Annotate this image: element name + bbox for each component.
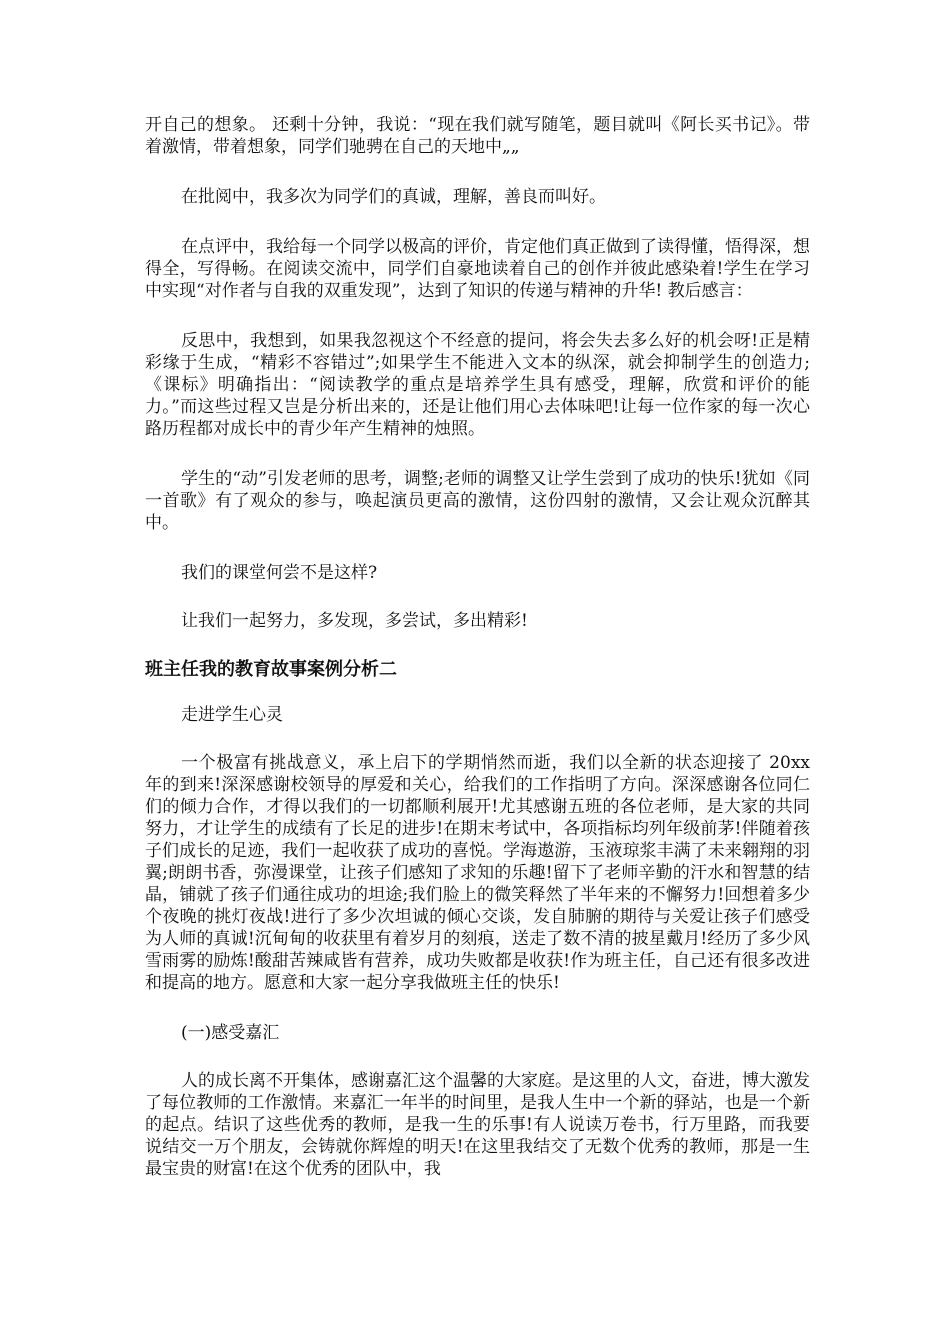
subsection-title: (一)感受嘉汇 — [181, 1023, 280, 1043]
paragraph-intro: 一个极富有挑战意义，承上启下的学期悄然而逝，我们以全新的状态迎接了 20xx 年的到来!深深感谢校领导的厚爱和关心，给我们的工作指明了方向。深深感谢各位同仁们的倾力合作，才得以我们的一切都顺利展开!尤其感谢五班的各位老师，是大家的共同努力，才让学生的成绩有了长足的进步!在期末考试中，各项指标均列年级前茅!伴随着孩子们成长的足迹，我们一起收获了成功的喜悦。学海遨游，玉液琼浆丰满了未来翱翔的羽翼;朗朗书香，弥漫课堂，让孩子们感知了求知的乐趣!留下了老师辛勤的汗水和智慧的结晶，铺就了孩子们通往成功的坦途;我们脸上的微笑释然了半年来的不懈努力!回想着多少个夜晚的挑灯夜战!进行了多少次坦诚的倾心交谈，发自肺腑的期待与关爱让孩子们感受为人师的真诚!沉甸甸的收获里有着岁月的刻痕，送走了数不清的披星戴月!经历了多少风雪雨雾的励炼!酸甜苦辣咸皆有营养，成功失败都是收获!作为班主任，自己还有很多改进和提高的地方。愿意和大家一起分享我做班主任的快乐! — [145, 753, 810, 993]
section-title: 班主任我的教育故事案例分析二 — [145, 659, 397, 680]
document-page — [145, 114, 810, 1208]
paragraph-reflection: 反思中，我想到，如果我忽视这个不经意的提问，将会失去多么好的机会呀!正是精彩缘于生成，“精彩不容错过”;如果学生不能进入文本的纵深，就会抑制学生的创造力;《课标》明确指出：“阅读教学的重点是培养学生具有感受，理解，欣赏和评价的能力。”而这些过程又岂是分析出来的，还是让他们用心去体味吧!让每一位作家的每一次心路历程都对成长中的青少年产生精神的烛照。 — [145, 331, 810, 439]
paragraph-classroom-question: 我们的课堂何尝不是这样? — [181, 563, 378, 583]
subtitle: 走进学生心灵 — [181, 705, 283, 725]
paragraph-comment: 在点评中，我给每一个同学以极高的评价，肯定他们真正做到了读得懂，悟得深，想得全，写得畅。在阅读交流中，同学们自豪地读着自己的创作并彼此感染着!学生在学习中实现“对作者与自我的双重发现”，达到了知识的传递与精神的升华! 教后感言： — [145, 237, 810, 301]
paragraph-student-action: 学生的“动”引发老师的思考，调整;老师的调整又让学生尝到了成功的快乐!犹如《同一首歌》有了观众的参与，唤起演员更高的激情，这份四射的激情，又会让观众沉醉其中。 — [145, 469, 810, 533]
paragraph-encouragement: 让我们一起努力，多发现，多尝试，多出精彩! — [181, 611, 528, 631]
paragraph-review: 在批阅中，我多次为同学们的真诚，理解，善良而叫好。 — [181, 187, 606, 207]
paragraph-continued: 开自己的想象。 还剩十分钟，我说：“现在我们就写随笔，题目就叫《阿长买书记》。带着激情，带着想象，同学们驰骋在自己的天地中„„ — [145, 115, 810, 157]
paragraph-last: 人的成长离不开集体，感谢嘉汇这个温馨的大家庭。是这里的人文，奋进，博大激发了每位教师的工作激情。来嘉汇一年半的时间里，是我人生中一个新的驿站，也是一个新的起点。结识了这些优秀的教师，是我一生的乐事!有人说读万卷书，行万里路，而我要说结交一万个朋友，会铸就你辉煌的明天!在这里我结交了无数个优秀的教师，那是一生最宝贵的财富!在这个优秀的团队中，我 — [145, 1071, 810, 1179]
